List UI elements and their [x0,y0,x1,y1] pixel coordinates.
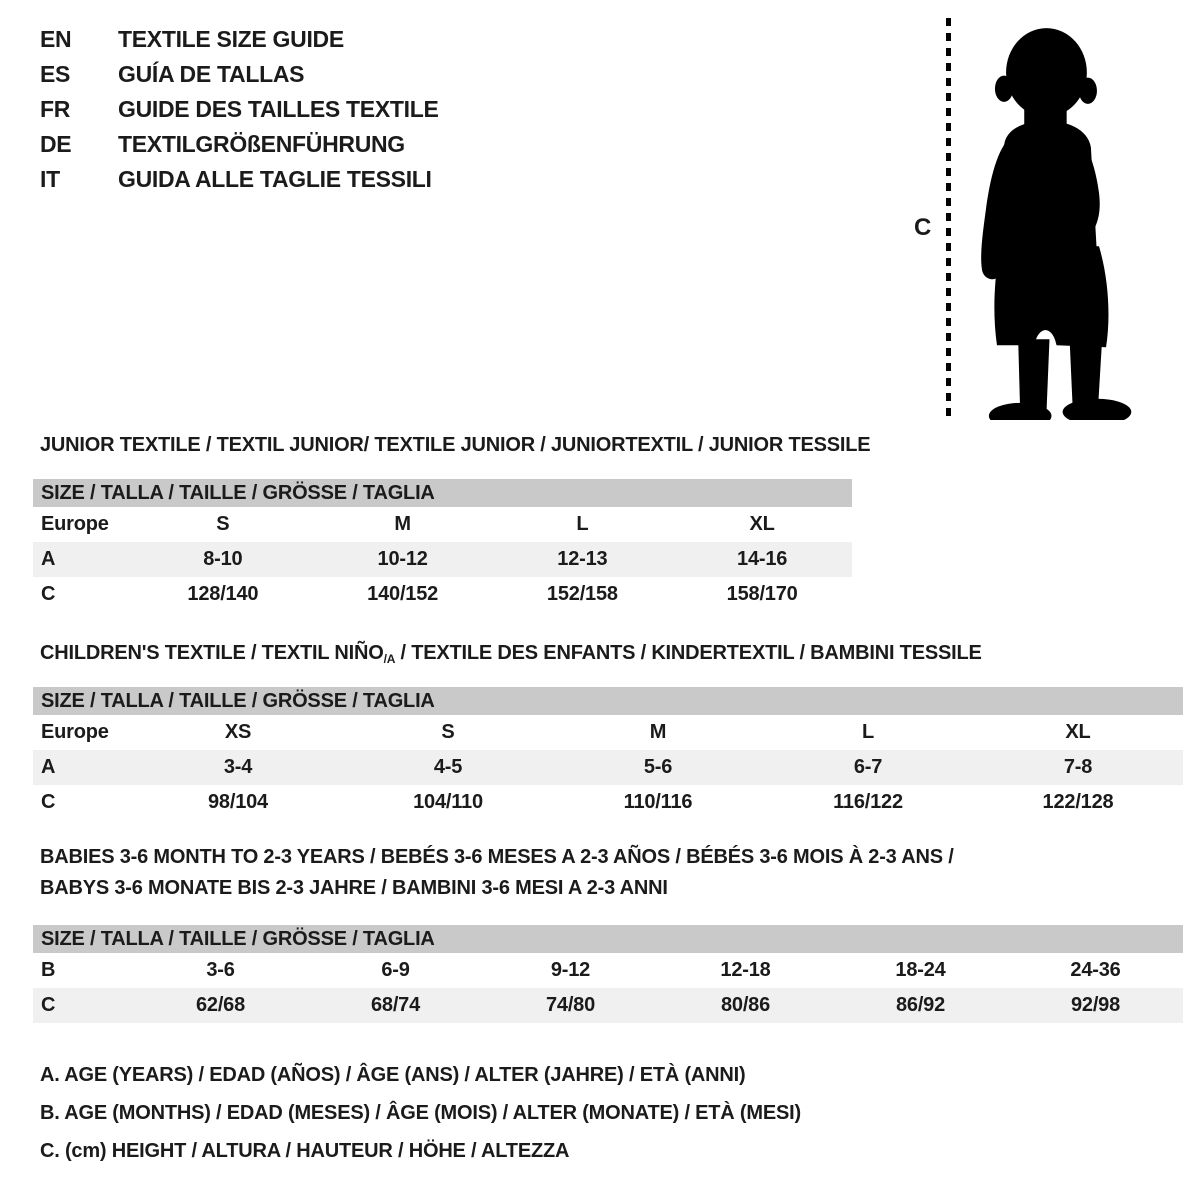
table-cell: 110/116 [623,791,693,813]
row-label: A [41,756,56,778]
height-measure-label: C [914,214,932,241]
junior-size-table [33,479,852,612]
language-code: ES [40,61,71,87]
junior-section-heading: JUNIOR TEXTILE / TEXTIL JUNIOR/ TEXTILE JUNIOR / JUNIORTEXTIL / JUNIOR TESSILE [40,434,871,456]
size-header-bar: SIZE / TALLA / TAILLE / GRÖSSE / TAGLIA [33,479,852,507]
table-cell: 7-8 [1063,756,1093,778]
table-cell: 158/170 [726,583,798,605]
table-cell: 18-24 [895,959,946,981]
table-cell: 80/86 [720,994,771,1016]
language-code: FR [40,96,71,122]
babies-heading-line2: BABYS 3-6 MONATE BIS 2-3 JAHRE / BAMBINI 3-6 MESI A 2-3 ANNI [40,877,668,899]
children-heading-part1: CHILDREN'S TEXTILE / TEXTIL NIÑO [40,642,384,664]
table-cell: 152/158 [546,583,618,605]
language-row-it [40,162,439,197]
table-row [33,750,1183,785]
table-cell: M [394,513,411,535]
language-code: IT [40,166,60,192]
table-cell: 92/98 [1070,994,1121,1016]
language-code: DE [40,131,72,157]
table-cell: 4-5 [433,756,463,778]
table-cell: 74/80 [545,994,596,1016]
guide-title-de: TEXTILGRÖßENFÜHRUNG [118,131,405,157]
table-cell: 6-7 [853,756,883,778]
guide-title-es: GUÍA DE TALLAS [118,61,305,87]
table-cell: 10-12 [377,548,428,570]
table-cell: 98/104 [208,791,268,813]
table-cell: XS [224,721,252,743]
table-cell: M [649,721,667,743]
children-heading-subscript: /A [383,652,396,666]
language-row-fr [40,92,439,127]
table-cell: XL [749,513,775,535]
row-label: C [41,994,56,1016]
babies-size-table [33,925,1183,1023]
language-title-list [40,22,439,197]
table-row [33,507,852,542]
table-cell: 12-13 [557,548,608,570]
table-cell: 104/110 [413,791,483,813]
row-label: Europe [41,721,109,743]
table-cell: 14-16 [737,548,788,570]
table-cell: 3-4 [223,756,253,778]
guide-title-fr: GUIDE DES TAILLES TEXTILE [118,96,439,122]
table-cell: 5-6 [643,756,673,778]
table-cell: 116/122 [833,791,903,813]
language-row-de [40,127,439,162]
measurement-legend [40,1064,801,1178]
language-row-es [40,57,439,92]
table-cell: 12-18 [720,959,771,981]
table-row [33,785,1183,820]
size-header-bar: SIZE / TALLA / TAILLE / GRÖSSE / TAGLIA [33,925,1183,953]
babies-section-heading [40,845,954,907]
table-cell: L [576,513,589,535]
table-cell: 86/92 [895,994,946,1016]
size-header-bar: SIZE / TALLA / TAILLE / GRÖSSE / TAGLIA [33,687,1183,715]
height-measure-dashed-line [946,18,951,416]
table-row [33,953,1183,988]
toddler-silhouette [966,16,1136,420]
children-size-table [33,687,1183,820]
table-cell: 8-10 [203,548,243,570]
table-cell: 3-6 [206,959,235,981]
table-row [33,715,1183,750]
row-label: C [41,791,56,813]
table-cell: S [216,513,230,535]
guide-title-en: TEXTILE SIZE GUIDE [118,26,344,52]
table-cell: 140/152 [367,583,439,605]
legend-line-c: C. (cm) HEIGHT / ALTURA / HAUTEUR / HÖHE / ALTEZZA [40,1140,570,1162]
table-cell: 62/68 [195,994,246,1016]
table-row [33,542,852,577]
table-cell: S [441,721,455,743]
table-cell: 122/128 [1042,791,1114,813]
guide-title-it: GUIDA ALLE TAGLIE TESSILI [118,166,432,192]
table-cell: 68/74 [370,994,421,1016]
row-label: A [41,548,56,570]
table-cell: 128/140 [187,583,259,605]
children-heading-part2: / TEXTILE DES ENFANTS / KINDERTEXTIL / BAMBINI TESSILE [395,642,982,664]
legend-line-b: B. AGE (MONTHS) / EDAD (MESES) / ÂGE (MOIS) / ALTER (MONATE) / ETÀ (MESI) [40,1102,801,1124]
table-cell: XL [1065,721,1091,743]
table-row [33,577,852,612]
language-code: EN [40,26,72,52]
language-row-en [40,22,439,57]
table-row [33,988,1183,1023]
legend-line-a: A. AGE (YEARS) / EDAD (AÑOS) / ÂGE (ANS) / ALTER (JAHRE) / ETÀ (ANNI) [40,1064,746,1086]
table-cell: 24-36 [1070,959,1121,981]
children-section-heading [40,641,982,667]
babies-heading-line1: BABIES 3-6 MONTH TO 2-3 YEARS / BEBÉS 3-6 MESES A 2-3 AÑOS / BÉBÉS 3-6 MOIS À 2-3 ANS / [40,846,954,868]
row-label: C [41,583,56,605]
table-cell: 6-9 [381,959,410,981]
table-cell: 9-12 [550,959,591,981]
row-label: B [41,959,56,981]
table-cell: L [861,721,875,743]
row-label: Europe [41,513,109,535]
